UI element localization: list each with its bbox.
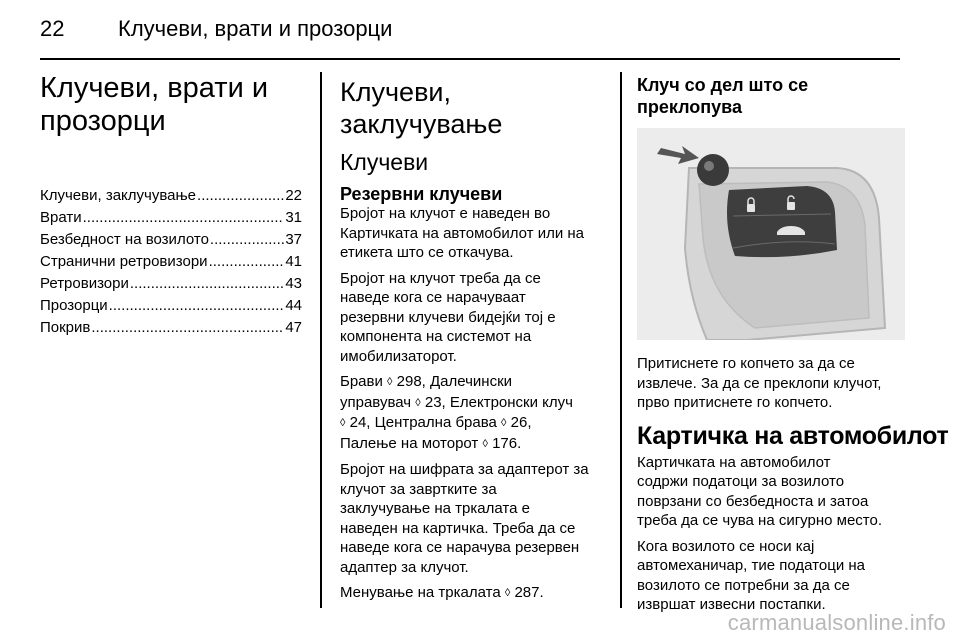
page-link[interactable]: 287. xyxy=(510,584,544,601)
paragraph: Бројот на клучот е наведен во Картичката на автомобилот или на етикета што се откачува. xyxy=(340,205,584,261)
paragraph: Бројот на клучот треба да се наведе кога се нарачуваат резервни клучеви бидејќи тој е компонента на системот на имобилизаторот. xyxy=(340,269,556,365)
keys-column xyxy=(340,72,604,610)
column-divider xyxy=(620,72,622,608)
header-divider xyxy=(40,58,900,60)
toc-entry[interactable]: Покрив ..... 47 xyxy=(40,317,302,339)
subsection-heading: Клучеви xyxy=(340,149,429,175)
toc-entry[interactable]: Врати ..... 31 xyxy=(40,207,302,229)
reference-arrow-icon: ◊ xyxy=(415,396,421,409)
reference-arrow-icon: ◊ xyxy=(482,437,488,450)
column-divider xyxy=(320,72,322,608)
page-header xyxy=(40,14,920,54)
toc-entry[interactable]: Странични ретровизори ..... 41 xyxy=(40,251,302,273)
figure-caption: Притиснете го копчето за да се извлече. За да се преклопи клучот, прво притиснете го копчето. xyxy=(637,355,882,411)
toc-entry[interactable]: Прозорци ..... 44 xyxy=(40,295,302,317)
running-title: Клучеви, врати и прозорци xyxy=(118,16,393,41)
vehicle-card-heading: Картичка на автомобилот xyxy=(637,421,949,450)
reference-arrow-icon: ◊ xyxy=(504,587,511,599)
toc-column xyxy=(40,72,302,339)
watermark: carmanualsonline.info xyxy=(727,610,946,635)
folding-key-illustration xyxy=(637,128,905,340)
folding-key-heading: Клуч со дел што се преклопува xyxy=(637,75,809,117)
toc-entry[interactable]: Клучеви, заклучување ..... 22 xyxy=(40,185,302,207)
spare-keys-heading: Резервни клучеви xyxy=(340,184,503,204)
toc-title: Клучеви, врати и прозорци xyxy=(40,72,269,137)
folding-key-column xyxy=(637,72,949,621)
page-link[interactable]: 23, Електронски клуч xyxy=(420,393,573,411)
page-number: 22 xyxy=(40,16,65,41)
page-link[interactable]: 24, Централна брава xyxy=(345,414,502,431)
toc-entry[interactable]: Безбедност на возилото ..... 37 xyxy=(40,229,302,251)
reference-arrow-icon: ◊ xyxy=(387,376,393,388)
paragraph: Картичката на автомобилот содржи податоци за возилото поврзани со безбедноста и затоа треба да се чува на сигурно место. xyxy=(637,453,883,529)
reference-arrow-icon: ◊ xyxy=(501,417,507,429)
page-link[interactable]: 26, xyxy=(506,414,532,431)
cross-references: Брави ◊ 298, Далечински управувач ◊ 23, Електронски клуч ◊ 24, Централна брава ◊ 26, Палење на моторот ◊ 176. xyxy=(340,373,573,452)
toc-entry[interactable]: Ретровизори ..... 43 xyxy=(40,273,302,295)
page-link[interactable]: 298, Далечински xyxy=(392,373,513,390)
paragraph: Кога возилото се носи кај автомеханичар, тие податоци на возилото се потребни за да се извршат извесни постапки. xyxy=(637,537,865,613)
page-link[interactable]: 176. xyxy=(487,434,522,452)
car-key-icon xyxy=(637,128,905,340)
paragraph: Бројот на шифрата за адаптерот за клучот за завртките за заклучување на тркалата е наведен на картичка. Треба да се наведе кога се нарачува резервен адаптер за клучот. xyxy=(340,461,589,576)
paragraph: Менување на тркалата ◊ 287. xyxy=(340,584,544,601)
section-heading: Клучеви, заклучување xyxy=(340,77,503,139)
reference-arrow-icon: ◊ xyxy=(340,417,346,429)
